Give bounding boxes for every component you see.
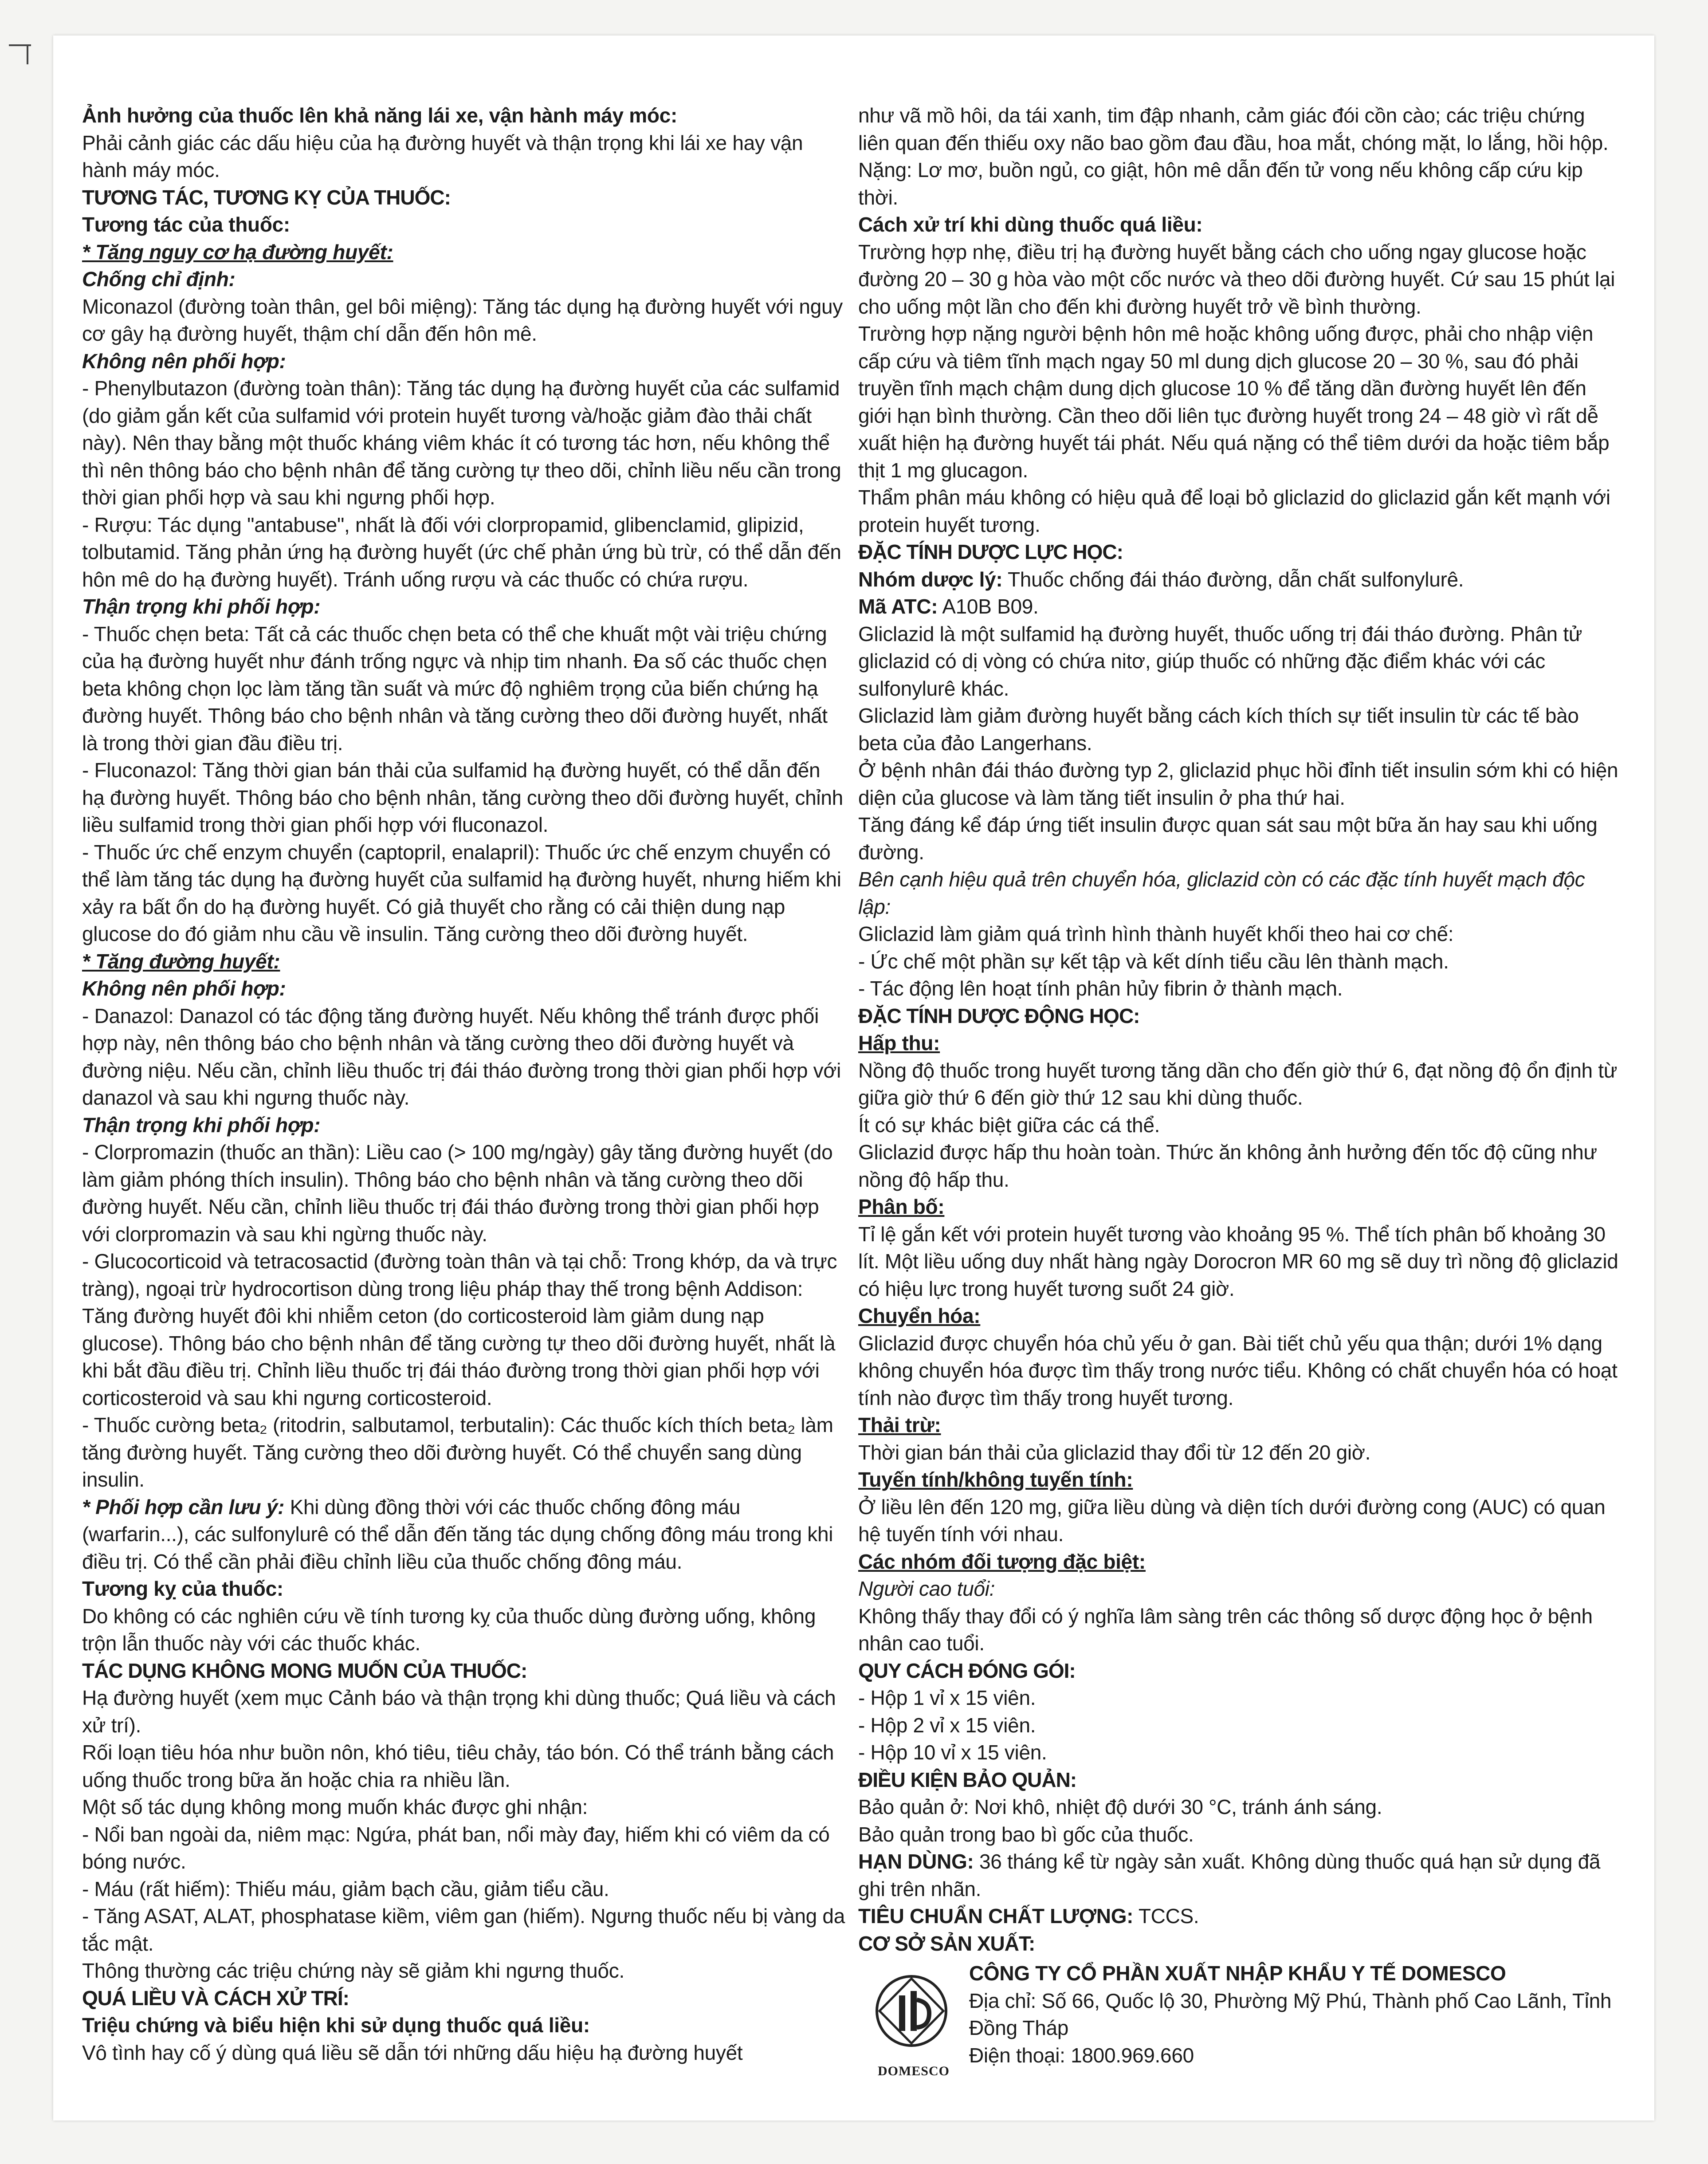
paragraph: như vã mồ hôi, da tái xanh, tim đập nhanh, cảm giác đói cồn cào; các triệu chứng liên quan đến thiếu oxy não bao gồm đau đầu, hoa mắt, chóng mặt, lo lắng, hồi hộp. Nặng: Lơ mơ, buồn ngủ, co giật, hôn mê dẫn đến tử vong nếu không cấp cứu kịp thời. bbox=[858, 104, 1609, 209]
italic-paragraph: Bên cạnh hiệu quả trên chuyển hóa, gliclazid còn có các đặc tính huyết mạch độc lập: bbox=[858, 868, 1585, 918]
inline-text: TCCS. bbox=[1133, 1904, 1199, 1928]
section-heading: QUÁ LIỀU VÀ CÁCH XỬ TRÍ: bbox=[82, 1986, 349, 2010]
inline-label: TIÊU CHUẨN CHẤT LƯỢNG: bbox=[858, 1904, 1134, 1928]
paragraph: - Danazol: Danazol có tác động tăng đường huyết. Nếu không thể tránh được phối hợp này, nên thông báo cho bệnh nhân và tăng cường theo dõi đường huyết và đường niệu. Nếu cần, chỉnh liều thuốc trị đái tháo đường trong thời gian phối hợp với danazol và sau khi ngưng thuốc này. bbox=[82, 1004, 841, 1109]
section-heading: TƯƠNG TÁC, TƯƠNG KỴ CỦA THUỐC: bbox=[82, 185, 451, 209]
subheading-italic: Thận trọng khi phối hợp: bbox=[82, 1113, 321, 1137]
subheading: Tương kỵ của thuốc: bbox=[82, 1577, 283, 1600]
section-heading: QUY CÁCH ĐÓNG GÓI: bbox=[858, 1659, 1076, 1682]
subheading-underlined: Thải trừ: bbox=[858, 1413, 941, 1436]
paragraph: Gliclazid làm giảm đường huyết bằng cách kích thích sự tiết insulin từ các tế bào beta của đảo Langerhans. bbox=[858, 704, 1579, 755]
paragraph: Ở bệnh nhân đái tháo đường typ 2, gliclazid phục hồi đỉnh tiết insulin sớm khi có hiện diện của glucose và làm tăng tiết insulin ở pha thứ hai. bbox=[858, 759, 1618, 809]
subheading: Ảnh hưởng của thuốc lên khả năng lái xe, vận hành máy móc: bbox=[82, 104, 677, 127]
paragraph: - Hộp 10 vỉ x 15 viên. bbox=[858, 1741, 1047, 1764]
paragraph: Tăng đáng kể đáp ứng tiết insulin được quan sát sau một bữa ăn hay sau khi uống đường. bbox=[858, 813, 1598, 864]
section-heading: CƠ SỞ SẢN XUẤT: bbox=[858, 1932, 1035, 1955]
paragraph: Không thấy thay đổi có ý nghĩa lâm sàng trên các thông số dược động học ở bệnh nhân cao tuổi. bbox=[858, 1604, 1593, 1655]
paragraph: - Thuốc chẹn beta: Tất cả các thuốc chẹn beta có thể che khuất một vài triệu chứng của hạ đường huyết như đánh trống ngực và nhịp tim nhanh. Đa số các thuốc chẹn beta không chọn lọc làm tăng tần suất và mức độ nghiêm trọng của biến chứng hạ đường huyết. Thông báo cho bệnh nhân và tăng cường theo dõi đường huyết, nhất là trong thời gian đầu điều trị. bbox=[82, 622, 828, 755]
manufacturer-address: Địa chỉ: Số 66, Quốc lộ 30, Phường Mỹ Phú, Thành phố Cao Lãnh, Tỉnh Đồng Tháp bbox=[969, 1989, 1612, 2039]
section-heading: ĐẶC TÍNH DƯỢC LỰC HỌC: bbox=[858, 540, 1123, 563]
labeled-paragraph bbox=[82, 1494, 845, 1576]
paragraph: Vô tình hay cố ý dùng quá liều sẽ dẫn tới những dấu hiệu hạ đường huyết bbox=[82, 2041, 743, 2064]
subheading-underlined: * Tăng nguy cơ hạ đường huyết: bbox=[82, 240, 393, 264]
paragraph: Miconazol (đường toàn thân, gel bôi miệng): Tăng tác dụng hạ đường huyết với nguy cơ gây hạ đường huyết, thậm chí dẫn đến hôn mê. bbox=[82, 295, 843, 345]
manufacturer-name: CÔNG TY CỔ PHẦN XUẤT NHẬP KHẨU Y TẾ DOMESCO bbox=[969, 1962, 1506, 1985]
manufacturer-info bbox=[969, 1960, 1621, 2069]
paragraph: Trường hợp nặng người bệnh hôn mê hoặc không uống được, phải cho nhập viện cấp cứu và tiêm tĩnh mạch ngay 50 ml dung dịch glucose 20 – 30 %, sau đó phải truyền tĩnh mạch chậm dung dịch glucose 10 % để tăng dần đường huyết lên đến giới hạn bình thường. Cần theo dõi liên tục đường huyết trong 24 – 48 giờ vì rất dễ xuất hiện hạ đường huyết tái phát. Nếu quá nặng có thể tiêm dưới da hoặc tiêm bắp thịt 1 mg glucagon. bbox=[858, 322, 1610, 482]
domesco-logo bbox=[867, 1969, 956, 2078]
paragraph: Ít có sự khác biệt giữa các cá thể. bbox=[858, 1113, 1160, 1137]
paragraph: Gliclazid được hấp thu hoàn toàn. Thức ăn không ảnh hưởng đến tốc độ cũng như nồng độ hấp thu. bbox=[858, 1141, 1597, 1191]
paragraph: Tỉ lệ gắn kết với protein huyết tương vào khoảng 95 %. Thể tích phân bố khoảng 30 lít. Một liều uống duy nhất hàng ngày Dorocron MR 60 mg sẽ duy trì nồng độ gliclazid có hiệu lực trong huyết tương suốt 24 giờ. bbox=[858, 1222, 1618, 1300]
paragraph: - Máu (rất hiếm): Thiếu máu, giảm bạch cầu, giảm tiểu cầu. bbox=[82, 1877, 609, 1900]
subheading-italic: Chống chỉ định: bbox=[82, 268, 236, 291]
paragraph: - Hộp 1 vỉ x 15 viên. bbox=[858, 1686, 1036, 1709]
paragraph: - Phenylbutazon (đường toàn thân): Tăng tác dụng hạ đường huyết của các sulfamid (do giảm gắn kết của sulfamid với protein huyết tương và/hoặc giảm đào thải chất này). Nên thay bằng một thuốc kháng viêm khác ít có tương tác hơn, nếu không thể thì nên thông báo cho bệnh nhân để tăng cường tự theo dõi, chỉnh liều nếu cần trong thời gian phối hợp và sau khi ngưng phối hợp. bbox=[82, 377, 841, 509]
subheading-underlined: Các nhóm đối tượng đặc biệt: bbox=[858, 1550, 1146, 1573]
right-column-content bbox=[858, 102, 1621, 1957]
italic-paragraph: Người cao tuổi: bbox=[858, 1577, 995, 1600]
inline-label: HẠN DÙNG: bbox=[858, 1850, 974, 1873]
section-heading: ĐẶC TÍNH DƯỢC ĐỘNG HỌC: bbox=[858, 1004, 1140, 1027]
labeled-paragraph bbox=[858, 1848, 1621, 1903]
paragraph: - Ức chế một phần sự kết tập và kết dính tiểu cầu lên thành mạch. bbox=[858, 949, 1449, 973]
manufacturer-phone: Điện thoại: 1800.969.660 bbox=[969, 2043, 1194, 2067]
right-column bbox=[858, 102, 1621, 2078]
subheading-underlined: Tuyến tính/không tuyến tính: bbox=[858, 1468, 1133, 1491]
section-heading: TÁC DỤNG KHÔNG MONG MUỐN CỦA THUỐC: bbox=[82, 1659, 527, 1682]
section-heading: ĐIỀU KIỆN BẢO QUẢN: bbox=[858, 1768, 1077, 1791]
inline-label: Mã ATC: bbox=[858, 595, 938, 618]
inline-label: Nhóm dược lý: bbox=[858, 567, 1003, 591]
paragraph: Hạ đường huyết (xem mục Cảnh báo và thận trọng khi dùng thuốc; Quá liều và cách xử trí). bbox=[82, 1686, 836, 1737]
paragraph: - Tác động lên hoạt tính phân hủy fibrin ở thành mạch. bbox=[858, 977, 1343, 1000]
subheading-underlined: Phân bố: bbox=[858, 1195, 945, 1218]
paragraph: - Clorpromazin (thuốc an thần): Liều cao (> 100 mg/ngày) gây tăng đường huyết (do làm giảm phóng thích insulin). Thông báo cho bệnh nhân và tăng cường theo dõi đường huyết. Nếu cần, chỉnh liều thuốc trị đái tháo đường trong thời gian phối hợp với clorpromazin và sau khi ngừng thuốc này. bbox=[82, 1141, 833, 1246]
labeled-paragraph bbox=[858, 593, 1621, 621]
domesco-logo-icon bbox=[867, 1969, 956, 2058]
paragraph: - Hộp 2 vỉ x 15 viên. bbox=[858, 1713, 1036, 1737]
paragraph: - Thuốc ức chế enzym chuyển (captopril, enalapril): Thuốc ức chế enzym chuyển có thể làm tăng tác dụng hạ đường huyết của sulfamid hạ đường huyết, nhưng hiếm khi xảy ra bất ổn do hạ đường huyết. Có giả thuyết cho rằng có cải thiện dung nạp glucose do đó giảm nhu cầu về insulin. Tăng cường theo dõi đường huyết. bbox=[82, 840, 841, 945]
paragraph: Phải cảnh giác các dấu hiệu của hạ đường huyết và thận trọng khi lái xe hay vận hành máy móc. bbox=[82, 131, 803, 181]
inline-text: Thuốc chống đái tháo đường, dẫn chất sulfonylurê. bbox=[1002, 567, 1464, 591]
subheading: Tương tác của thuốc: bbox=[82, 213, 290, 236]
manufacturer-block bbox=[858, 1960, 1621, 2078]
subheading: Cách xử trí khi dùng thuốc quá liều: bbox=[858, 213, 1203, 236]
paragraph: - Rượu: Tác dụng "antabuse", nhất là đối với clorpropamid, glibenclamid, glipizid, tolbutamid. Tăng phản ứng hạ đường huyết (ức chế phản ứng bù trừ, có thể dẫn đến hôn mê do hạ đường huyết). Tránh uống rượu và các thuốc có chứa rượu. bbox=[82, 513, 841, 591]
inline-text: Khi dùng đồng thời với các thuốc chống đông máu (warfarin...), các sulfonylurê có thể dẫn đến tăng tác dụng chống đông máu trong khi điều trị. Có thể cần phải điều chỉnh liều của thuốc chống đông máu. bbox=[82, 1495, 833, 1573]
paragraph: Gliclazid được chuyển hóa chủ yếu ở gan. Bài tiết chủ yếu qua thận; dưới 1% dạng không chuyển hóa được tìm thấy trong nước tiểu. Không có chất chuyển hóa có hoạt tính nào được tìm thấy trong huyết tương. bbox=[858, 1331, 1618, 1409]
left-column bbox=[82, 102, 845, 2066]
paragraph: Nồng độ thuốc trong huyết tương tăng dần cho đến giờ thứ 6, đạt nồng độ ổn định từ giữa giờ thứ 6 đến giờ thứ 12 sau khi dùng thuốc. bbox=[858, 1058, 1618, 1109]
labeled-paragraph bbox=[858, 566, 1621, 594]
paragraph: Do không có các nghiên cứu về tính tương kỵ của thuốc dùng đường uống, không trộn lẫn thuốc này với các thuốc khác. bbox=[82, 1604, 816, 1655]
paragraph: Gliclazid là một sulfamid hạ đường huyết, thuốc uống trị đái tháo đường. Phân tử gliclazid có dị vòng có chứa nitơ, giúp thuốc có những đặc điểm khác với các sulfonylurê khác. bbox=[858, 622, 1582, 700]
paragraph: Thẩm phân máu không có hiệu quả để loại bỏ gliclazid do gliclazid gắn kết mạnh với protein huyết tương. bbox=[858, 486, 1610, 536]
subheading-italic: Thận trọng khi phối hợp: bbox=[82, 595, 321, 618]
subheading-underlined: Hấp thu: bbox=[858, 1031, 940, 1054]
paragraph: Gliclazid làm giảm quá trình hình thành huyết khối theo hai cơ chế: bbox=[858, 922, 1454, 945]
subheading: Triệu chứng và biểu hiện khi sử dụng thuốc quá liều: bbox=[82, 2014, 590, 2037]
paragraph: - Glucocorticoid và tetracosactid (đường toàn thân và tại chỗ: Trong khớp, da và trực tràng), ngoại trừ hydrocortison dùng trong liệu pháp thay thế trong bệnh Addison: Tăng đường huyết đôi khi nhiễm ceton (do corticosteroid làm giảm dung nạp glucose). Thông báo cho bệnh nhân để tăng cường tự theo dõi đường huyết, nhất là khi bắt đầu điều trị. Chỉnh liều thuốc trị đái tháo đường trong thời gian phối hợp với corticosteroid và sau khi ngưng corticosteroid. bbox=[82, 1250, 837, 1409]
labeled-paragraph bbox=[858, 1903, 1621, 1930]
paragraph: - Nổi ban ngoài da, niêm mạc: Ngứa, phát ban, nổi mày đay, hiếm khi có viêm da có bóng nước. bbox=[82, 1822, 830, 1873]
inline-text: A10B B09. bbox=[938, 595, 1039, 618]
inline-label: * Phối hợp cần lưu ý: bbox=[82, 1495, 285, 1519]
subheading-underlined: * Tăng đường huyết: bbox=[82, 949, 280, 973]
paragraph: - Thuốc cường beta₂ (ritodrin, salbutamol, terbutalin): Các thuốc kích thích beta₂ làm tăng đường huyết. Tăng cường theo dõi đường huyết. Có thể chuyển sang dùng insulin. bbox=[82, 1413, 833, 1491]
paragraph: Rối loạn tiêu hóa như buồn nôn, khó tiêu, tiêu chảy, táo bón. Có thể tránh bằng cách uống thuốc trong bữa ăn hoặc chia ra nhiều lần. bbox=[82, 1741, 834, 1791]
paragraph: Thông thường các triệu chứng này sẽ giảm khi ngưng thuốc. bbox=[82, 1959, 624, 1982]
paragraph: Bảo quản trong bao bì gốc của thuốc. bbox=[858, 1822, 1194, 1846]
paragraph: Một số tác dụng không mong muốn khác được ghi nhận: bbox=[82, 1795, 588, 1818]
paragraph: - Tăng ASAT, ALAT, phosphatase kiềm, viêm gan (hiếm). Ngưng thuốc nếu bị vàng da tắc mật. bbox=[82, 1904, 845, 1955]
logo-wordmark: DOMESCO bbox=[877, 2064, 950, 2078]
paragraph: Thời gian bán thải của gliclazid thay đổi từ 12 đến 20 giờ. bbox=[858, 1440, 1371, 1464]
paragraph: Bảo quản ở: Nơi khô, nhiệt độ dưới 30 °C, tránh ánh sáng. bbox=[858, 1795, 1382, 1818]
subheading-italic: Không nên phối hợp: bbox=[82, 349, 286, 373]
corner-crop-mark bbox=[9, 44, 31, 64]
subheading-italic: Không nên phối hợp: bbox=[82, 977, 286, 1000]
paragraph: Ở liều lên đến 120 mg, giữa liều dùng và diện tích dưới đường cong (AUC) có quan hệ tuyến tính với nhau. bbox=[858, 1495, 1606, 1546]
paragraph: Trường hợp nhẹ, điều trị hạ đường huyết bằng cách cho uống ngay glucose hoặc đường 20 – 30 g hòa vào một cốc nước và theo dõi đường huyết. Cứ sau 15 phút lại cho uống một lần cho đến khi đường huyết trở về bình thường. bbox=[858, 240, 1615, 318]
inline-text: 36 tháng kể từ ngày sản xuất. Không dùng thuốc quá hạn sử dụng đã ghi trên nhãn. bbox=[858, 1850, 1601, 1900]
paragraph: - Fluconazol: Tăng thời gian bán thải của sulfamid hạ đường huyết, có thể dẫn đến hạ đường huyết. Thông báo cho bệnh nhân, tăng cường theo dõi đường huyết, chỉnh liều sulfamid trong thời gian phối hợp với fluconazol. bbox=[82, 759, 843, 836]
subheading-underlined: Chuyển hóa: bbox=[858, 1304, 981, 1327]
